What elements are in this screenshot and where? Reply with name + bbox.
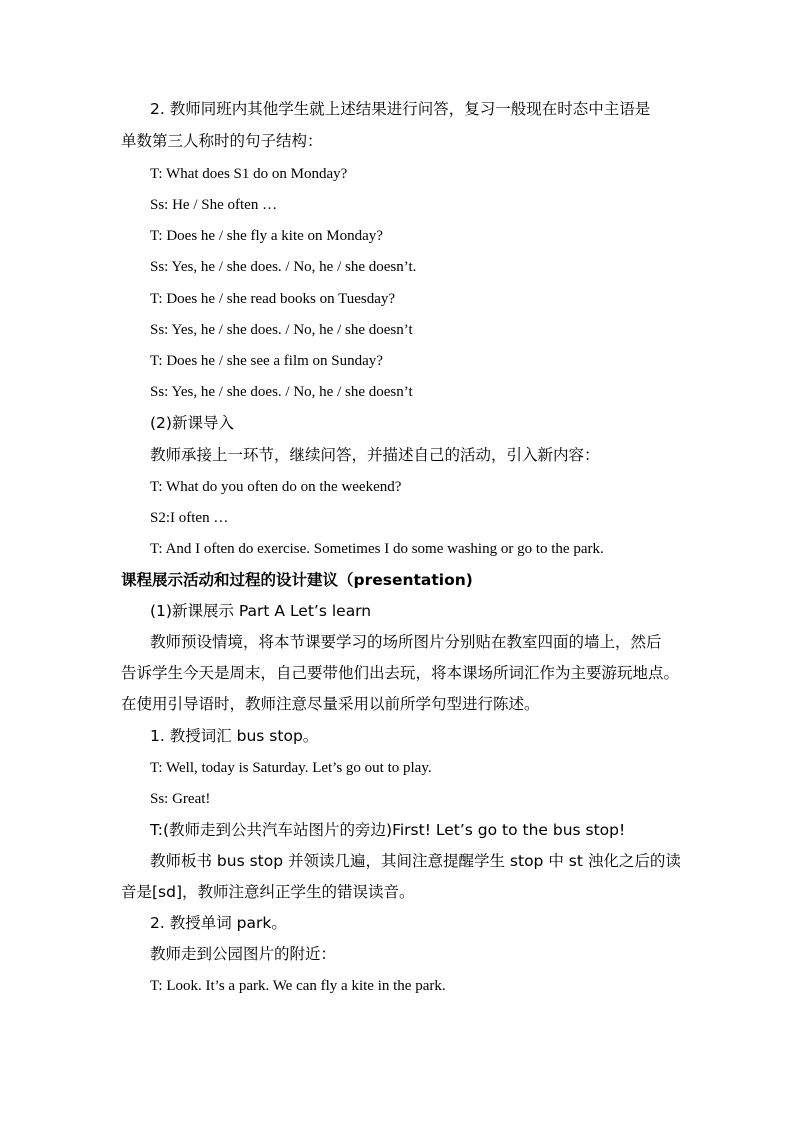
step-heading-bus-stop: 1. 教授词汇 bus stop。 [150, 727, 319, 745]
paragraph-review-instruction-cont: 单数第三人称时的句子结构： [121, 132, 323, 150]
section-subheading-lead-in: (2)新课导入 [150, 414, 234, 432]
paragraph-board-writing-cont: 音是[sd]，教师注意纠正学生的错误读音。 [121, 883, 415, 901]
dialogue-line: T: Does he / she read books on Tuesday? [150, 291, 396, 307]
section-subheading-new-lesson: (1)新课展示 Part A Let’s learn [150, 602, 372, 620]
paragraph-walk-to-park: 教师走到公园图片的附近： [150, 945, 337, 963]
dialogue-line: Ss: Yes, he / she does. / No, he / she doesn’t [150, 322, 413, 338]
dialogue-line: Ss: He / She often … [150, 197, 278, 213]
paragraph-review-instruction: 2. 教师同班内其他学生就上述结果进行问答，复习一般现在时态中主语是 [150, 100, 651, 118]
dialogue-line: T: Well, today is Saturday. Let’s go out to play. [150, 760, 432, 776]
dialogue-line: Ss: Yes, he / she does. / No, he / she doesn’t. [150, 259, 417, 275]
dialogue-line: T: What does S1 do on Monday? [150, 166, 348, 182]
dialogue-line: T: Does he / she see a film on Sunday? [150, 353, 383, 369]
paragraph-scenario: 教师预设情境，将本节课要学习的场所图片分别贴在教室四面的墙上，然后 [150, 633, 662, 651]
paragraph-lead-in-instruction: 教师承接上一环节，继续问答，并描述自己的活动，引入新内容： [150, 446, 600, 464]
paragraph-scenario-cont: 告诉学生今天是周末，自己要带他们出去玩，将本课场所词汇作为主要游玩地点。 [121, 664, 680, 682]
dialogue-line: T: What do you often do on the weekend? [150, 479, 402, 495]
paragraph-board-writing: 教师板书 bus stop 并领读几遍，其间注意提醒学生 stop 中 st 浊化之后的读 [150, 852, 681, 870]
dialogue-line: Ss: Yes, he / she does. / No, he / she doesn’t [150, 384, 413, 400]
dialogue-line: Ss: Great! [150, 791, 211, 807]
dialogue-line: T: Does he / she fly a kite on Monday? [150, 228, 383, 244]
dialogue-line: T: And I often do exercise. Sometimes I do some washing or go to the park. [150, 541, 604, 557]
paragraph-scenario-cont: 在使用引导语时，教师注意尽量采用以前所学句型进行陈述。 [121, 695, 540, 713]
dialogue-line: T:(教师走到公共汽车站图片的旁边)First! Let’s go to the bus stop! [150, 821, 626, 839]
section-heading-presentation: 课程展示活动和过程的设计建议（presentation) [121, 571, 473, 589]
dialogue-line: T: Look. It’s a park. We can fly a kite in the park. [150, 978, 446, 994]
step-heading-park: 2. 教授单词 park。 [150, 914, 287, 932]
dialogue-line: S2:I often … [150, 510, 229, 526]
